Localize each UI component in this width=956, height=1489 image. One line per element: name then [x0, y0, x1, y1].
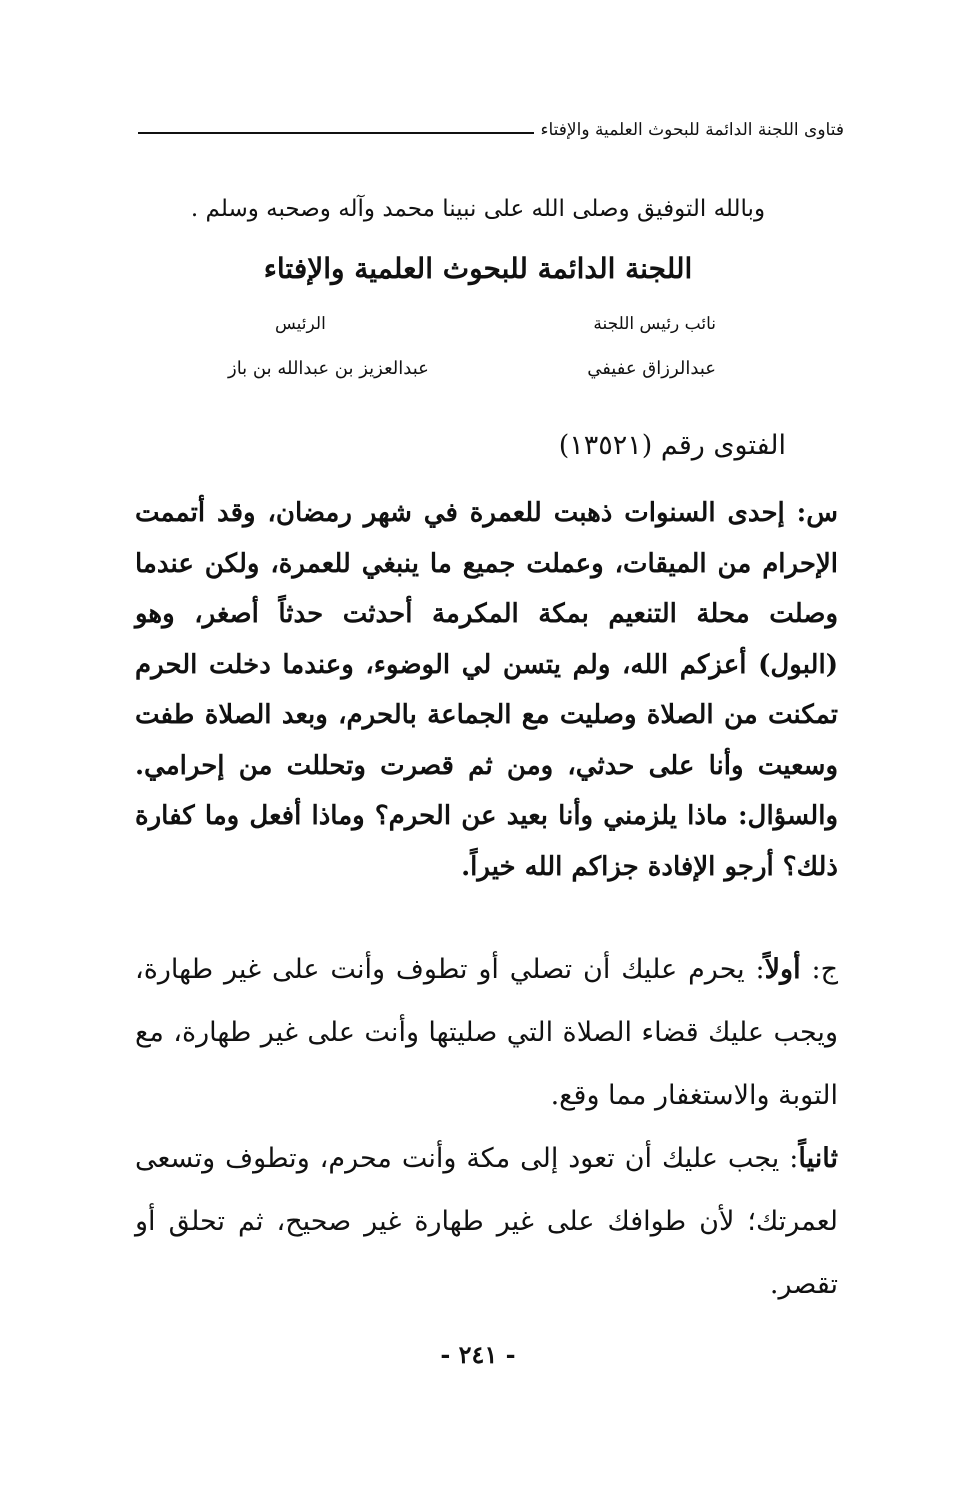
second-point-text: : يجب عليك أن تعود إلى مكة وأنت محرم، وتطوف وتسعى لعمرتك؛ لأن طوافك على غير طهارة غير صحيح، ثم تحلق أو تقصر.: [135, 1143, 838, 1300]
answer-second-point: [135, 1127, 838, 1316]
president-role: الرئيس: [275, 314, 326, 334]
question-paragraph: س: إحدى السنوات ذهبت للعمرة في شهر رمضان، وقد أتممت الإحرام من الميقات، وعملت جميع ما ينبغي للعمرة، ولكن عندما وصلت محلة التنعيم بمكة المكرمة أحدثت حدثاً أصغر، وهو (البول) أعزكم الله، ولم يتسن لي الوضوء، وعندما دخلت الحرم تمكنت من الصلاة وصليت مع الجماعة بالحرم، وبعد الصلاة طفت وسعيت وأنا على حدثي، ومن ثم قصرت وتحللت من إحرامي. والسؤال: ماذا يلزمني وأنا بعيد عن الحرم؟ وماذا أفعل وما كفارة ذلك؟ أرجو الإفادة جزاكم الله خيراً.: [135, 498, 838, 882]
president-name: عبدالعزيز بن عبدالله بن باز: [228, 358, 429, 379]
answer-prefix: ج:: [800, 954, 839, 985]
committee-name: اللجنة الدائمة للبحوث العلمية والإفتاء: [263, 252, 693, 285]
first-point-text: : يحرم عليك أن تصلي أو تطوف وأنت على غير طهارة، ويجب عليك قضاء الصلاة التي صليتها وأنت على غير طهارة، مع التوبة والاستغفار مما وقع.: [135, 954, 838, 1111]
page-number: - ٢٤١ -: [440, 1340, 516, 1369]
header-rule: [138, 132, 534, 134]
answer-section: [135, 938, 838, 1316]
closing-line: وبالله التوفيق وصلى الله على نبينا محمد وآله وصحبه وسلم .: [190, 196, 766, 222]
answer-first-point: [135, 938, 838, 1127]
fatwa-number: الفتوى رقم (١٣٥٢١): [558, 430, 786, 461]
vice-president-name: عبدالرزاق عفيفي: [587, 358, 716, 379]
first-point-lead: أولاً: [764, 954, 801, 985]
running-header-title: فتاوى اللجنة الدائمة للبحوث العلمية والإفتاء: [540, 120, 844, 140]
running-header: [138, 120, 844, 140]
vice-president-role: نائب رئيس اللجنة: [593, 314, 716, 334]
second-point-lead: ثانياً: [798, 1143, 838, 1174]
